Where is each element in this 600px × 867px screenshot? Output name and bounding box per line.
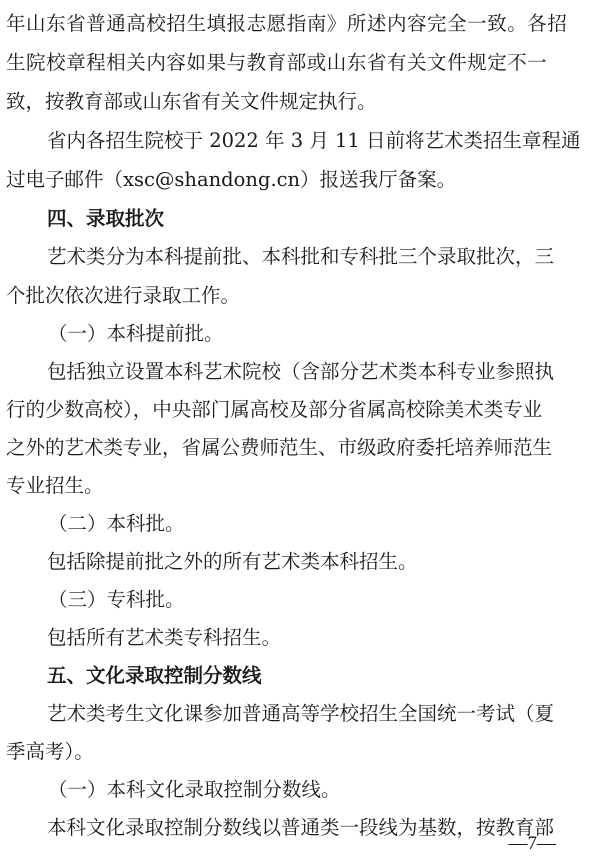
paragraph-line: 过电子邮件（xsc@shandong.cn）报送我厅备案。: [6, 168, 457, 191]
paragraph-line: 之外的艺术类专业，省属公费师范生、市级政府委托培养师范生: [6, 436, 553, 459]
subsection-heading: （一）本科提前批。: [48, 322, 224, 345]
paragraph-line: 致，按教育部或山东省有关文件规定执行。: [6, 90, 377, 113]
subsection-heading: （二）本科批。: [48, 512, 185, 535]
subsection-heading: （一）本科文化录取控制分数线。: [48, 778, 341, 801]
paragraph-line: 艺术类分为本科提前批、本科批和专科批三个录取批次，三: [47, 245, 555, 268]
paragraph-line: 季高考）。: [6, 740, 94, 763]
paragraph-line: 包括独立设置本科艺术院校（含部分艺术类本科专业参照执: [47, 360, 555, 383]
section-heading: 五、文化录取控制分数线: [47, 664, 262, 687]
paragraph-line: 包括所有艺术类专科招生。: [47, 626, 282, 649]
section-heading: 四、录取批次: [47, 207, 165, 230]
paragraph-line: 年山东省普通高校招生填报志愿指南》所述内容完全一致。各招: [6, 12, 568, 35]
paragraph-line: 艺术类考生文化课参加普通高等学校招生全国统一考试（夏: [47, 702, 555, 725]
paragraph-line: 本科文化录取控制分数线以普通类一段线为基数，按教育部: [47, 816, 555, 839]
page-number: —7—: [508, 833, 556, 854]
paragraph-line: 个批次依次进行录取工作。: [6, 284, 241, 307]
paragraph-line: 包括除提前批之外的所有艺术类本科招生。: [47, 550, 418, 573]
paragraph-line: 省内各招生院校于 2022 年 3 月 11 日前将艺术类招生章程通: [47, 129, 581, 152]
paragraph-line: 生院校章程相关内容如果与教育部或山东省有关文件规定不一: [6, 51, 548, 74]
paragraph-line: 行的少数高校），中央部门属高校及部分省属高校除美术类专业: [6, 398, 543, 421]
paragraph-line: 专业招生。: [6, 474, 104, 497]
subsection-heading: （三）专科批。: [48, 588, 185, 611]
